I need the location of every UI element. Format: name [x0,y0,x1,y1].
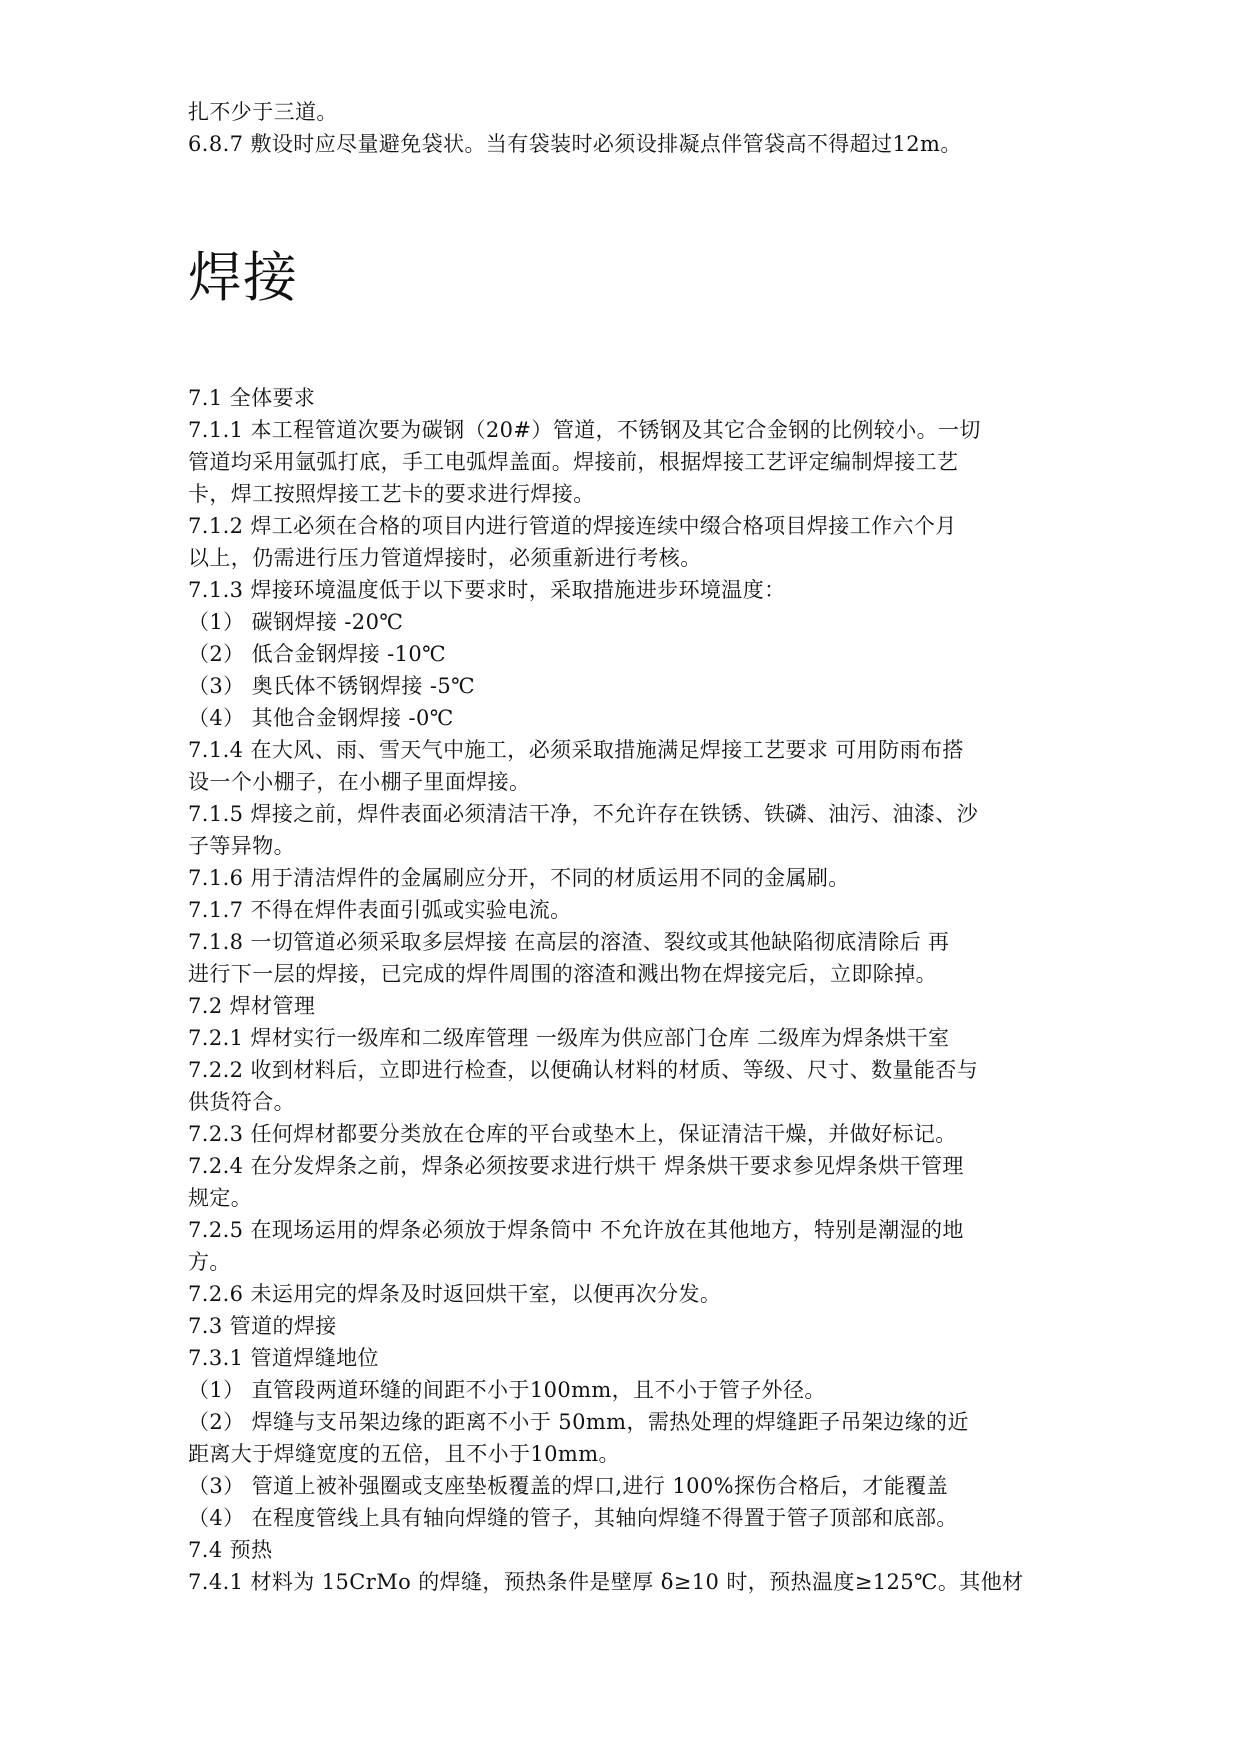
text-line: 7.2.6 未运用完的焊条及时返回烘干室，以便再次分发。 [188,1282,722,1306]
section-heading: 焊接 [188,246,298,309]
section-body [188,382,1088,1598]
text-line: 方。 [188,1250,231,1274]
text-line: 7.1.5 焊接之前，焊件表面必须清洁干净，不允许存在铁锈、铁磷、油污、油漆、沙 [188,802,979,826]
text-line: 7.2.4 在分发焊条之前，焊条必须按要求进行烘干 焊条烘干要求参见焊条烘干管理 [188,1154,964,1178]
text-line: 扎不少于三道。 [188,100,338,124]
text-line: 7.1.2 焊工必须在合格的项目内进行管道的焊接连续中缀合格项目焊接工作六个月 [188,514,957,538]
text-line: 子等异物。 [188,834,295,858]
text-line: （2） 低合金钢焊接 -10℃ [188,642,447,666]
text-line: （3） 管道上被补强圈或支座垫板覆盖的焊口,进行 100%探伤合格后，才能覆盖 [188,1474,949,1498]
text-line: 规定。 [188,1186,253,1210]
text-line: 7.4 预热 [188,1538,273,1562]
text-line: 7.1.1 本工程管道次要为碳钢（20#）管道，不锈钢及其它合金钢的比例较小。一切 [188,418,981,442]
text-line: 7.2.5 在现场运用的焊条必须放于焊条筒中 不允许放在其他地方，特别是潮湿的地 [188,1218,964,1242]
text-line: 供货符合。 [188,1090,295,1114]
text-line: 7.3.1 管道焊缝地位 [188,1346,379,1370]
text-line: 以上，仍需进行压力管道焊接时，必须重新进行考核。 [188,546,702,570]
text-line: 7.1 全体要求 [188,386,316,410]
text-line: 距离大于焊缝宽度的五倍，且不小于10mm。 [188,1442,620,1466]
text-line: 管道均采用氩弧打底，手工电弧焊盖面。焊接前，根据焊接工艺评定编制焊接工艺 [188,450,959,474]
text-line: 7.1.6 用于清洁焊件的金属刷应分开，不同的材质运用不同的金属刷。 [188,866,850,890]
text-line: 7.2.1 焊材实行一级库和二级库管理 一级库为供应部门仓库 二级库为焊条烘干室 [188,1026,950,1050]
text-line: 设一个小棚子，在小棚子里面焊接。 [188,770,531,794]
text-line: 7.1.7 不得在焊件表面引弧或实验电流。 [188,898,572,922]
text-line: （4） 在程度管线上具有轴向焊缝的管子，其轴向焊缝不得置于管子顶部和底部。 [188,1506,958,1530]
text-line: 7.1.4 在大风、雨、雪天气中施工，必须采取措施满足焊接工艺要求 可用防雨布搭 [188,738,964,762]
text-line: 7.4.1 材料为 15CrMo 的焊缝，预热条件是壁厚 δ≥10 时，预热温度≥125℃。其他材 [188,1570,1024,1594]
text-line: 7.2 焊材管理 [188,994,316,1018]
text-line: （1） 碳钢焊接 -20℃ [188,610,404,634]
text-line: 7.2.2 收到材料后，立即进行检查，以便确认材料的材质、等级、尺寸、数量能否与 [188,1058,979,1082]
document-page [188,96,1088,1598]
text-line: 7.1.8 一切管道必须采取多层焊接 在高层的溶渣、裂纹或其他缺陷彻底清除后 再 [188,930,950,954]
text-line: 6.8.7 敷设时应尽量避免袋状。当有袋装时必须设排凝点伴管袋高不得超过12m。 [188,132,962,156]
text-line: 7.1.3 焊接环境温度低于以下要求时，采取措施进步环境温度： [188,578,786,602]
text-line: （1） 直管段两道环缝的间距不小于100mm，且不小于管子外径。 [188,1378,826,1402]
top-paragraph [188,96,1088,160]
text-line: 卡，焊工按照焊接工艺卡的要求进行焊接。 [188,482,595,506]
text-line: （3） 奥氏体不锈钢焊接 -5℃ [188,674,476,698]
text-line: 7.3 管道的焊接 [188,1314,337,1338]
text-line: （2） 焊缝与支吊架边缘的距离不小于 50mm，需热处理的焊缝距子吊架边缘的近 [188,1410,969,1434]
text-line: 进行下一层的焊接，已完成的焊件周围的溶渣和溅出物在焊接完后，立即除掉。 [188,962,937,986]
text-line: （4） 其他合金钢焊接 -0℃ [188,706,454,730]
text-line: 7.2.3 任何焊材都要分类放在仓库的平台或垫木上，保证清洁干燥，并做好标记。 [188,1122,957,1146]
